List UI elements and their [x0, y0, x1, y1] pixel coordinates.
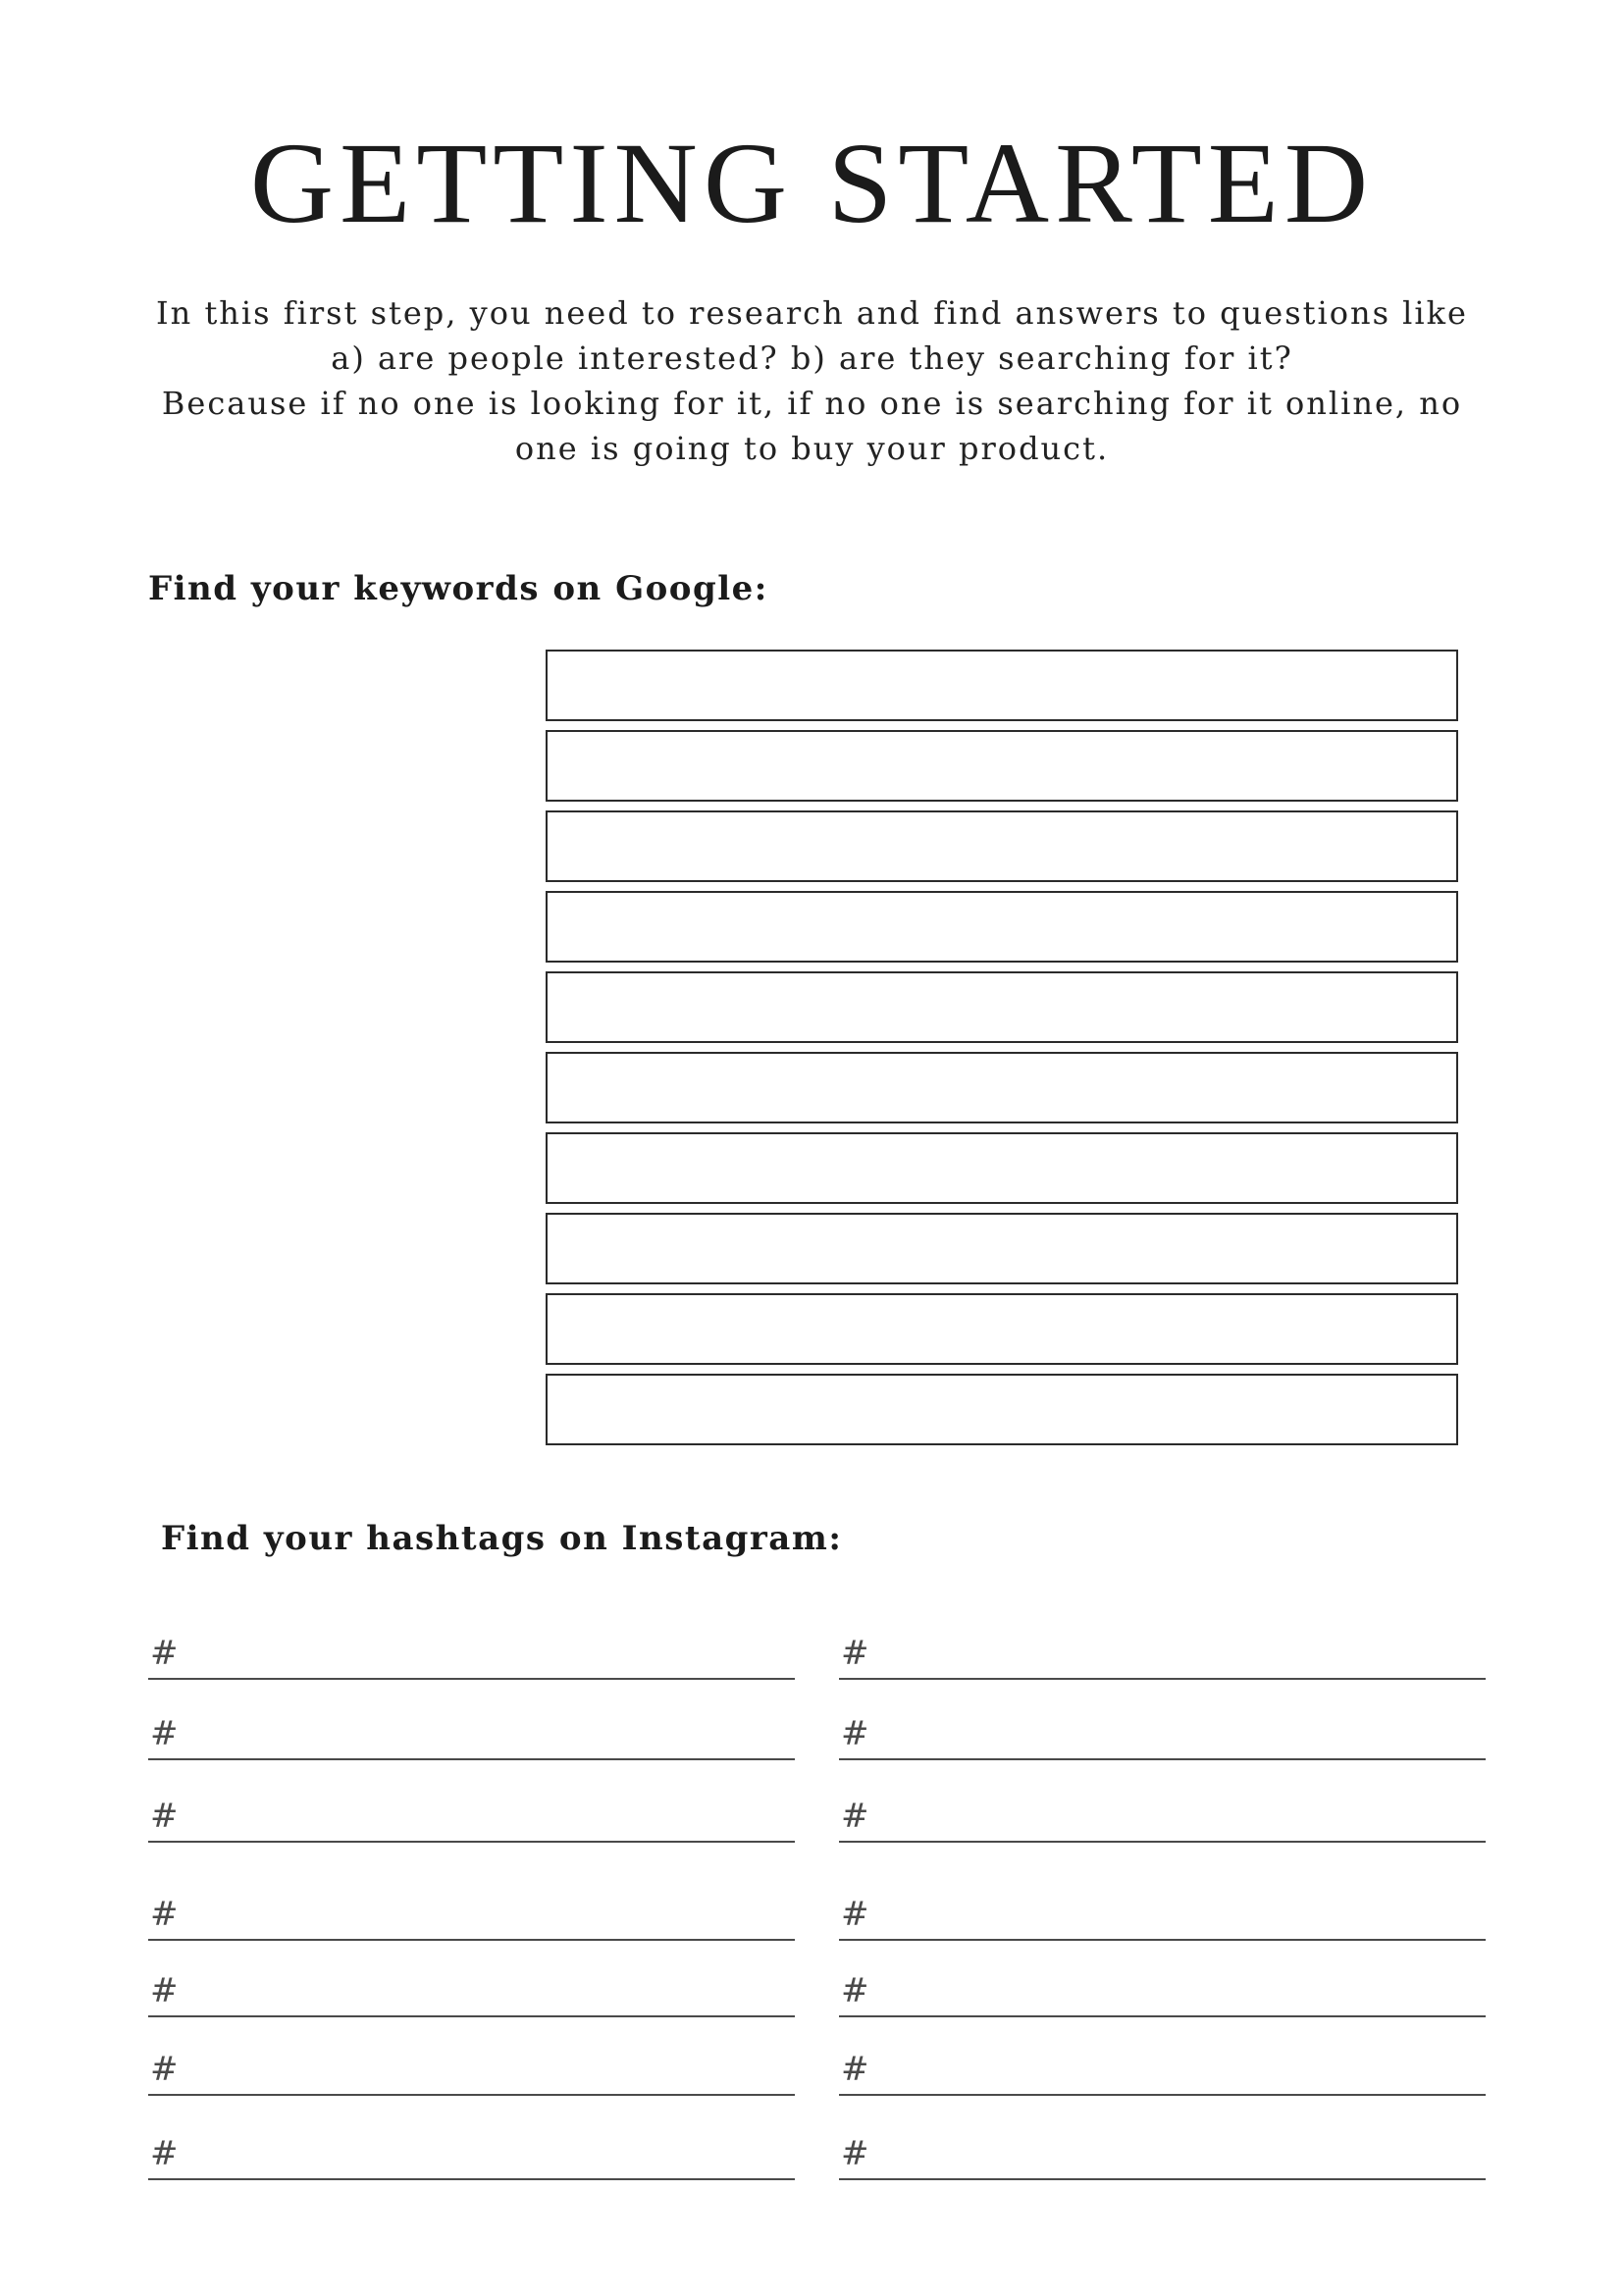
hash-symbol: #	[841, 1797, 869, 1836]
hashtag-line-right[interactable]	[839, 1798, 1486, 1843]
hash-symbol: #	[841, 2050, 869, 2089]
hash-symbol: #	[841, 2134, 869, 2173]
hash-symbol: #	[150, 1971, 179, 2010]
intro-line: one is going to buy your product.	[514, 430, 1110, 467]
hashtag-line-left[interactable]	[148, 1635, 795, 1680]
hash-symbol: #	[841, 1971, 869, 2010]
keyword-input-box[interactable]	[546, 810, 1458, 882]
hash-symbol: #	[841, 1634, 869, 1673]
keyword-box-list	[546, 650, 1458, 1454]
hash-symbol: #	[150, 1714, 179, 1753]
hashtag-line-left[interactable]	[148, 1715, 795, 1760]
hashtag-line-right[interactable]	[839, 2051, 1486, 2096]
hash-symbol: #	[150, 1634, 179, 1673]
google-keywords-heading: Find your keywords on Google:	[148, 569, 768, 608]
intro-line: Because if no one is looking for it, if no one is searching for it online, no	[161, 385, 1463, 422]
hash-symbol: #	[841, 1714, 869, 1753]
hash-symbol: #	[150, 2134, 179, 2173]
keyword-input-box[interactable]	[546, 891, 1458, 963]
keyword-input-box[interactable]	[546, 971, 1458, 1043]
instagram-hashtags-heading: Find your hashtags on Instagram:	[161, 1519, 843, 1558]
keyword-input-box[interactable]	[546, 1293, 1458, 1365]
hash-symbol: #	[841, 1895, 869, 1934]
hashtag-line-right[interactable]	[839, 2135, 1486, 2180]
keyword-input-box[interactable]	[546, 1213, 1458, 1284]
hashtag-line-left[interactable]	[148, 1798, 795, 1843]
hashtag-line-right[interactable]	[839, 1896, 1486, 1941]
hashtag-line-right[interactable]	[839, 1972, 1486, 2017]
hash-symbol: #	[150, 1895, 179, 1934]
keyword-input-box[interactable]	[546, 1132, 1458, 1204]
page-title: GETTING STARTED	[249, 119, 1375, 247]
intro-line: In this first step, you need to research and find answers to questions like	[156, 294, 1468, 332]
intro-line: a) are people interested? b) are they searching for it?	[331, 339, 1293, 377]
keyword-input-box[interactable]	[546, 1052, 1458, 1123]
keyword-input-box[interactable]	[546, 730, 1458, 802]
keyword-input-box[interactable]	[546, 650, 1458, 721]
hashtag-line-left[interactable]	[148, 1972, 795, 2017]
hashtag-line-left[interactable]	[148, 2051, 795, 2096]
hashtag-line-left[interactable]	[148, 2135, 795, 2180]
keyword-input-box[interactable]	[546, 1374, 1458, 1445]
hashtag-line-right[interactable]	[839, 1635, 1486, 1680]
hashtag-line-left[interactable]	[148, 1896, 795, 1941]
hash-symbol: #	[150, 1797, 179, 1836]
hash-symbol: #	[150, 2050, 179, 2089]
intro-paragraph	[118, 290, 1506, 471]
hashtag-line-right[interactable]	[839, 1715, 1486, 1760]
